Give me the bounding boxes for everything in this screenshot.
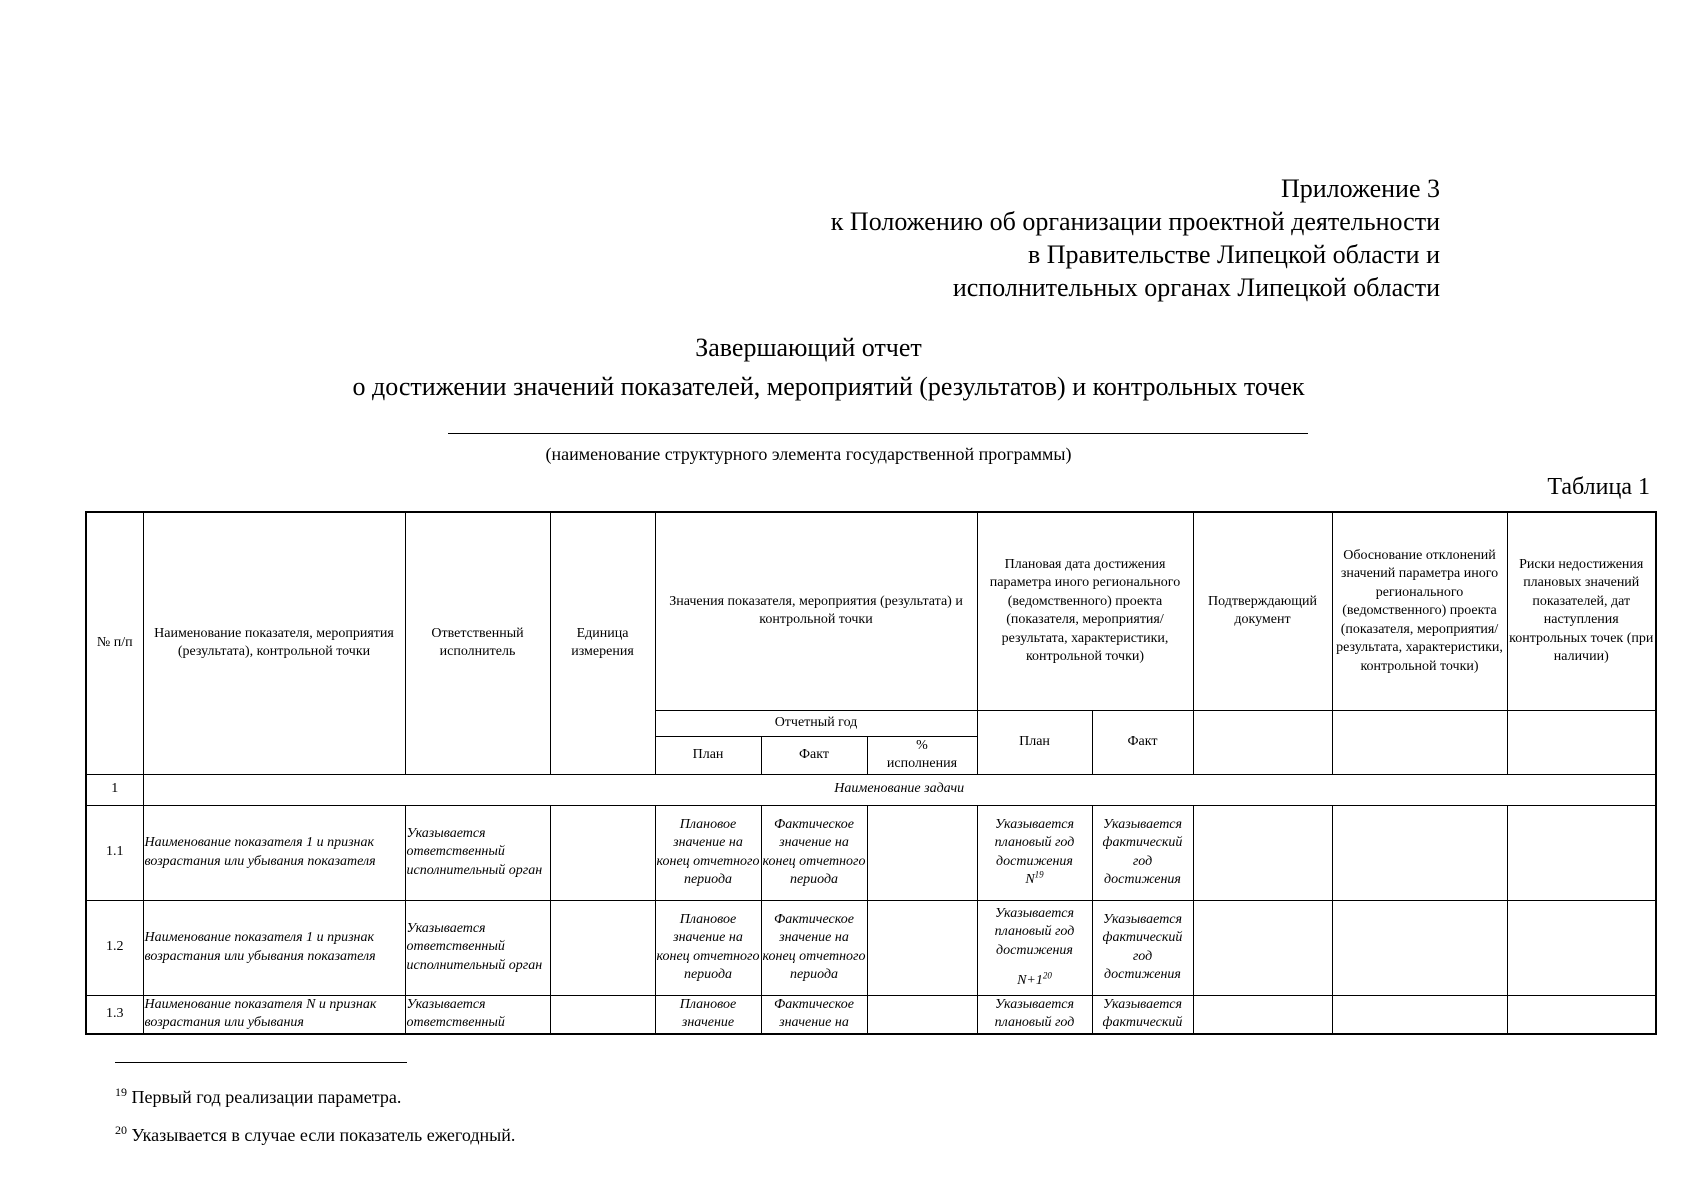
row-responsible: Указывается ответственный исполнительный орган	[405, 900, 550, 995]
row-indicator-name: Наименование показателя N и признак возрастания или убывания	[143, 995, 405, 1034]
header-percent-label: исполнения	[886, 756, 958, 771]
header-document-empty	[1193, 710, 1332, 774]
row-date-fact: Указывается фактический	[1092, 995, 1193, 1034]
row-date-plan-text: Указывается плановый год достижения	[994, 905, 1075, 958]
appendix-line: исполнительных органах Липецкой области	[952, 273, 1440, 302]
header-percent	[867, 736, 977, 774]
header-fact: Факт	[761, 736, 867, 774]
row-justification	[1332, 805, 1507, 900]
row-percent	[867, 900, 977, 995]
header-planned-date: Плановая дата достижения параметра иного регионального (ведомственного) проекта (показателя, мероприятия/результата, характеристики, контрольной точки)	[977, 512, 1193, 710]
row-unit	[550, 995, 655, 1034]
row-num: 1.3	[86, 995, 143, 1034]
row-responsible: Указывается ответственный	[405, 995, 550, 1034]
row-fact-value: Фактическое значение на конец отчетного периода	[761, 805, 867, 900]
footnote	[115, 1125, 515, 1146]
year-mark: N+1	[1017, 973, 1043, 988]
table-row	[86, 995, 1656, 1034]
header-unit: Единица измерения	[550, 512, 655, 774]
row-num: 1.1	[86, 805, 143, 900]
report-table	[85, 511, 1657, 1035]
header-justification-empty	[1332, 710, 1507, 774]
table-label: Таблица 1	[1547, 474, 1650, 500]
year-mark: N	[1025, 872, 1035, 887]
task-row-label: Наименование задачи	[143, 774, 1656, 805]
row-plan-value: Плановое значение на конец отчетного периода	[655, 900, 761, 995]
appendix-line: Приложение 3	[1280, 174, 1440, 203]
row-date-fact: Указывается фактический год достижения	[1092, 900, 1193, 995]
row-date-plan	[977, 900, 1092, 995]
table-row	[86, 900, 1656, 995]
header-document: Подтверждающий документ	[1193, 512, 1332, 710]
header-values: Значения показателя, мероприятия (результата) и контрольной точки	[655, 512, 977, 710]
row-risks	[1507, 900, 1656, 995]
header-percent-sign: %	[916, 737, 928, 753]
header-report-year: Отчетный год	[655, 710, 977, 736]
row-document	[1193, 900, 1332, 995]
row-unit	[550, 805, 655, 900]
row-fact-value: Фактическое значение на конец отчетного периода	[761, 900, 867, 995]
footnote-text: Указывается в случае если показатель ежегодный.	[131, 1125, 516, 1145]
row-fact-value: Фактическое значение на	[761, 995, 867, 1034]
header-num: № п/п	[86, 512, 143, 774]
row-unit	[550, 900, 655, 995]
row-percent	[867, 805, 977, 900]
header-date-plan: План	[977, 710, 1092, 774]
task-row-num: 1	[86, 774, 143, 805]
footnote-ref: 20	[1042, 970, 1052, 981]
row-document	[1193, 995, 1332, 1034]
header-risks: Риски недостижения плановых значений показателей, дат наступления контрольных точек (при наличии)	[1507, 512, 1656, 710]
row-justification	[1332, 995, 1507, 1034]
row-percent	[867, 995, 977, 1034]
row-date-fact: Указывается фактический год достижения	[1092, 805, 1193, 900]
row-num: 1.2	[86, 900, 143, 995]
appendix-block	[831, 172, 1440, 304]
appendix-line: к Положению об организации проектной деятельности	[830, 207, 1440, 236]
header-responsible: Ответственный исполнитель	[405, 512, 550, 774]
header-risks-empty	[1507, 710, 1656, 774]
row-indicator-name: Наименование показателя 1 и признак возрастания или убывания показателя	[143, 900, 405, 995]
row-justification	[1332, 900, 1507, 995]
structural-element-caption: (наименование структурного элемента государственной программы)	[545, 444, 1072, 464]
row-date-plan: Указывается плановый год	[977, 995, 1092, 1034]
row-plan-value: Плановое значение	[655, 995, 761, 1034]
footnote-mark: 20	[115, 1123, 127, 1137]
row-date-plan-mark	[979, 972, 1091, 991]
row-date-plan	[977, 805, 1092, 900]
row-document	[1193, 805, 1332, 900]
report-title: Завершающий отчет	[695, 333, 922, 362]
header-date-fact: Факт	[1092, 710, 1193, 774]
row-responsible: Указывается ответственный исполнительный орган	[405, 805, 550, 900]
row-risks	[1507, 995, 1656, 1034]
report-subtitle: о достижении значений показателей, мероприятий (результатов) и контрольных точек	[352, 372, 1305, 401]
row-risks	[1507, 805, 1656, 900]
header-justification: Обоснование отклонений значений параметра иного регионального (ведомственного) проекта (показателя, мероприятия/результата, характеристики, контрольной точки)	[1332, 512, 1507, 710]
row-plan-value: Плановое значение на конец отчетного периода	[655, 805, 761, 900]
structural-element-name-line	[448, 433, 1308, 434]
row-indicator-name: Наименование показателя 1 и признак возрастания или убывания показателя	[143, 805, 405, 900]
row-date-plan-text: Указывается плановый год достижения	[994, 816, 1075, 869]
header-plan: План	[655, 736, 761, 774]
footnote	[115, 1087, 401, 1108]
header-name: Наименование показателя, мероприятия (результата), контрольной точки	[143, 512, 405, 774]
appendix-line: в Правительстве Липецкой области и	[1027, 240, 1440, 269]
footnote-ref: 19	[1034, 869, 1044, 880]
table-row	[86, 805, 1656, 900]
row-date-plan-mark	[979, 871, 1091, 890]
footnote-separator	[115, 1062, 407, 1063]
footnote-mark: 19	[115, 1085, 127, 1099]
footnote-text: Первый год реализации параметра.	[131, 1087, 402, 1107]
